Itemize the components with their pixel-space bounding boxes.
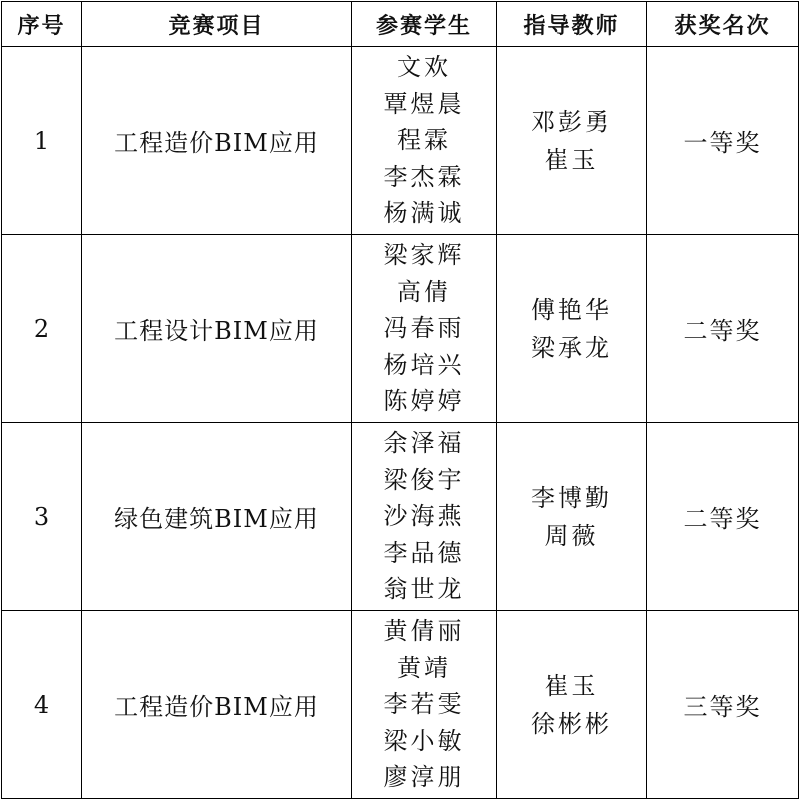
project-name: 工程设计BIM应用	[82, 235, 352, 423]
student-name: 覃煜晨	[383, 89, 465, 118]
header-no: 序号	[2, 2, 82, 47]
student-name: 李品德	[383, 538, 465, 567]
header-students: 参赛学生	[352, 2, 497, 47]
student-name: 梁俊宇	[383, 465, 465, 494]
project-name: 工程造价BIM应用	[82, 47, 352, 235]
header-teachers: 指导教师	[497, 2, 647, 47]
student-name: 翁世龙	[383, 575, 465, 604]
student-name: 沙海燕	[383, 502, 465, 531]
row-number: 2	[2, 235, 82, 423]
teacher-name: 徐彬彬	[531, 709, 612, 738]
teacher-name: 崔玉	[544, 145, 599, 174]
header-row	[2, 2, 799, 47]
teacher-list	[497, 235, 647, 423]
table-row	[2, 611, 799, 799]
table-row	[2, 423, 799, 611]
teacher-name: 傅艳华	[531, 295, 612, 324]
row-number: 4	[2, 611, 82, 799]
awards-table-container	[1, 1, 798, 797]
student-name: 梁小敏	[383, 726, 465, 755]
row-number: 1	[2, 47, 82, 235]
award-rank: 一等奖	[647, 47, 799, 235]
table-row	[2, 235, 799, 423]
student-name: 陈婷婷	[383, 387, 465, 416]
student-list	[352, 235, 497, 423]
awards-table	[1, 1, 799, 799]
student-name: 李杰霖	[383, 162, 465, 191]
table-row	[2, 47, 799, 235]
student-name: 杨满诚	[383, 199, 465, 228]
student-name: 冯春雨	[383, 314, 465, 343]
student-list	[352, 611, 497, 799]
student-list	[352, 423, 497, 611]
student-name: 廖淳朋	[383, 763, 465, 792]
student-name: 余泽福	[383, 429, 465, 458]
student-name: 黄倩丽	[383, 617, 465, 646]
student-list	[352, 47, 497, 235]
teacher-name: 邓彭勇	[531, 107, 612, 136]
student-name: 程霖	[397, 126, 451, 155]
row-number: 3	[2, 423, 82, 611]
student-name: 杨培兴	[383, 350, 465, 379]
header-award: 获奖名次	[647, 2, 799, 47]
header-project: 竞赛项目	[82, 2, 352, 47]
teacher-name: 周薇	[544, 521, 599, 550]
award-rank: 二等奖	[647, 423, 799, 611]
student-name: 梁家辉	[383, 241, 465, 270]
teacher-name: 崔玉	[544, 671, 599, 700]
project-name: 绿色建筑BIM应用	[82, 423, 352, 611]
award-rank: 二等奖	[647, 235, 799, 423]
project-name: 工程造价BIM应用	[82, 611, 352, 799]
teacher-list	[497, 423, 647, 611]
teacher-name: 梁承龙	[531, 333, 612, 362]
award-rank: 三等奖	[647, 611, 799, 799]
teacher-list	[497, 611, 647, 799]
teacher-name: 李博勤	[531, 483, 612, 512]
teacher-list	[497, 47, 647, 235]
student-name: 高倩	[397, 277, 451, 306]
student-name: 黄靖	[397, 653, 451, 682]
student-name: 文欢	[397, 53, 451, 82]
student-name: 李若雯	[383, 690, 465, 719]
